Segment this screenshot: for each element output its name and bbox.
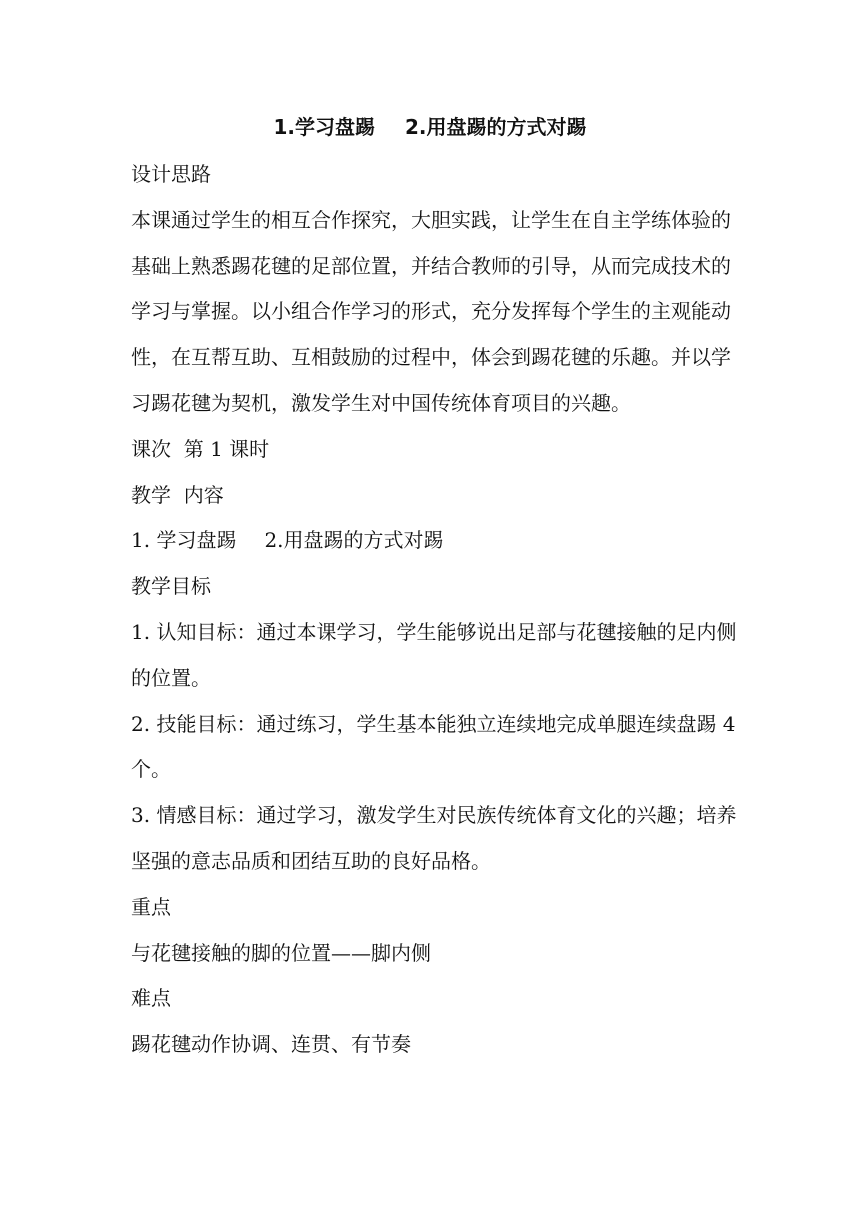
title-part-2: 2.用盘踢的方式对踢 (405, 115, 587, 139)
page-title (0, 113, 860, 141)
design-paragraph: 本课通过学生的相互合作探究，大胆实践，让学生在自主学练体验的基础上熟悉踢花毽的足部位置，并结合教师的引导，从而完成技术的学习与掌握。以小组合作学习的形式，充分发挥每个学生的主观能动性，在互帮互助、互相鼓励的过程中，体会到踢花毽的乐趣。并以学习踢花毽为契机，激发学生对中国传统体育项目的兴趣。 (131, 207, 731, 415)
objective-item: 3. 情感目标：通过学习，激发学生对民族传统体育文化的兴趣；培养坚强的意志品质和团结互助的良好品格。 (131, 803, 737, 873)
key-point-heading: 重点 (131, 894, 171, 919)
difficulty-text: 踢花毽动作协调、连贯、有节奏 (131, 1032, 411, 1057)
key-point-text: 与花毽接触的脚的位置——脚内侧 (131, 940, 431, 965)
objectives-heading: 教学目标 (131, 574, 211, 599)
difficulty-heading: 难点 (131, 986, 171, 1011)
content-item-1: 1. 学习盘踢 (131, 528, 237, 553)
design-heading: 设计思路 (131, 162, 211, 186)
document-body (131, 152, 737, 1068)
objective-item: 1. 认知目标：通过本课学习，学生能够说出足部与花毽接触的足内侧的位置。 (131, 619, 737, 690)
content-heading: 教学 内容 (131, 482, 224, 507)
title-part-1: 1.学习盘踢 (273, 115, 375, 139)
content-item-2: 2.用盘踢的方式对踢 (264, 528, 444, 553)
lesson-info: 课次 第 1 课时 (131, 436, 270, 461)
objective-item: 2. 技能目标：通过练习，学生基本能独立连续地完成单腿连续盘踢 4 个。 (131, 711, 736, 782)
content-items (131, 518, 737, 564)
